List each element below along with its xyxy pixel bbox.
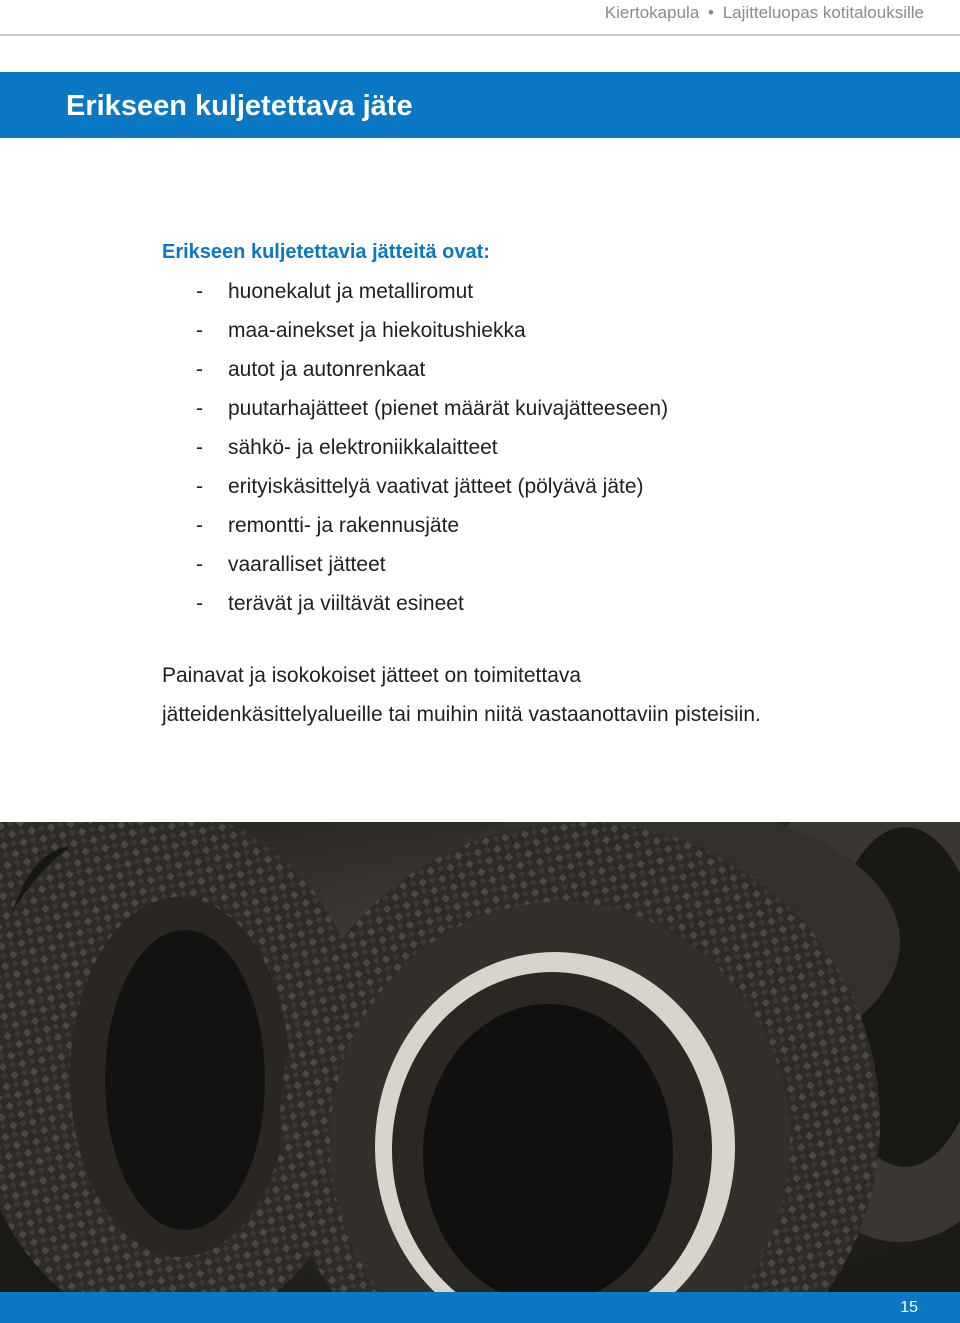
list-item-text: puutarhajätteet (pienet määrät kuivajätteeseen) [228,397,669,420]
body-paragraph: Painavat ja isokokoiset jätteet on toimitettava jätteidenkäsittelyalueille tai muihin niitä vastaanottaviin pisteisiin. [162,664,761,726]
list-dash: - [196,319,203,342]
list-item-text: huonekalut ja metalliromut [228,280,474,303]
list-dash: - [196,553,203,576]
list-dash: - [196,592,203,615]
footer-band [0,1292,960,1323]
list-item-text: maa-ainekset ja hiekoitushiekka [228,319,526,342]
list-item [162,272,882,311]
title-band [0,72,960,138]
list-item [162,545,882,584]
list-item-text: sähkö- ja elektroniikkalaitteet [228,436,498,459]
list-dash: - [196,475,203,498]
page-number: 15 [900,1299,918,1316]
publisher-name: Kiertokapula [604,3,700,22]
list-item [162,350,882,389]
list-item [162,428,882,467]
list-item [162,584,882,623]
header-divider [0,34,960,36]
main-content [162,232,882,734]
list-dash: - [196,397,203,420]
page-title: Erikseen kuljetettava jäte [66,90,413,122]
list-dash: - [196,358,203,381]
header-separator: • [708,3,714,22]
list-dash: - [196,280,203,303]
tyre-illustration [0,822,960,1292]
list-dash: - [196,514,203,537]
list-item [162,311,882,350]
tyre-pile-photo [0,822,960,1292]
waste-list [162,272,882,623]
list-dash: - [196,436,203,459]
list-item-text: remontti- ja rakennusjäte [228,514,460,537]
list-heading: Erikseen kuljetettavia jätteitä ovat: [162,241,490,263]
list-item [162,506,882,545]
list-item-text: vaaralliset jätteet [228,553,386,576]
list-item-text: erityiskäsittelyä vaativat jätteet (pölyävä jäte) [228,475,644,498]
list-item-text: terävät ja viiltävät esineet [228,592,464,615]
running-header [0,0,960,26]
guide-title: Lajitteluopas kotitalouksille [722,3,924,22]
list-item [162,389,882,428]
list-item-text: autot ja autonrenkaat [228,358,426,381]
list-item [162,467,882,506]
